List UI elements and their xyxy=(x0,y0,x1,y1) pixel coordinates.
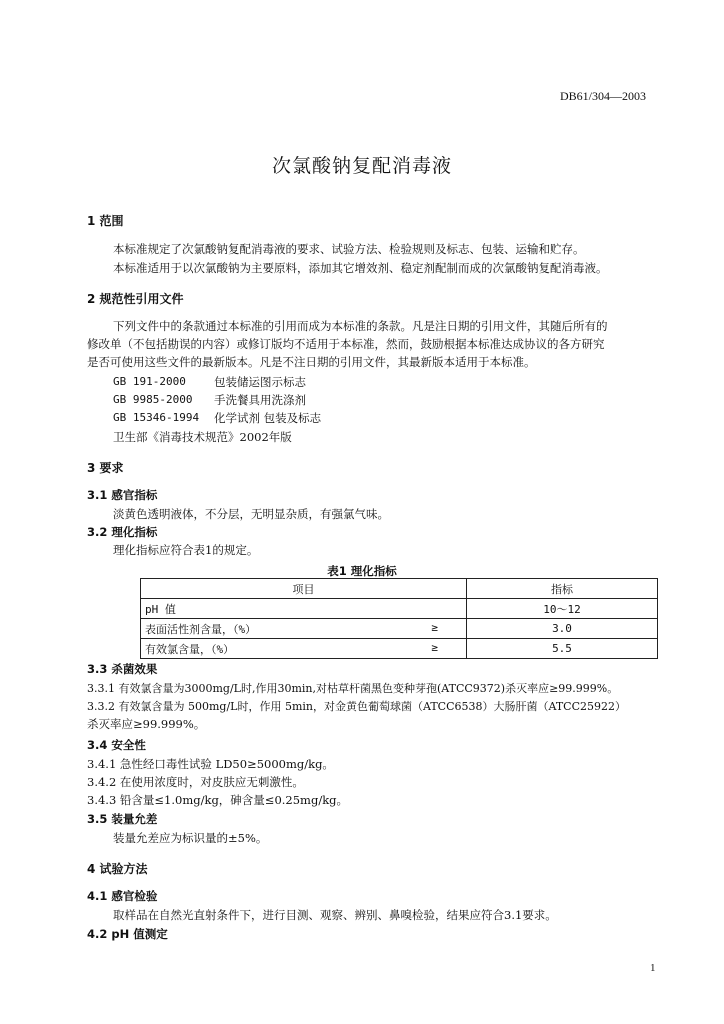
table-header-item: 项目 xyxy=(141,579,467,599)
table-cell-value: 10～12 xyxy=(467,599,658,619)
page-number: 1 xyxy=(650,962,656,974)
section-3-3-heading: 3.3 杀菌效果 xyxy=(87,662,158,676)
table-header-value: 指标 xyxy=(467,579,658,599)
section-4-2-heading: 4.2 pH 值测定 xyxy=(87,927,168,941)
section-1-paragraph-2: 本标准适用于以次氯酸钠为主要原料，添加其它增效剂、稳定剂配制而成的次氯酸钠复配消毒液。 xyxy=(113,261,608,275)
section-3-4-2-text: 3.4.2 在使用浓度时，对皮肤应无刺激性。 xyxy=(87,775,304,789)
row-name: pH 值 xyxy=(145,602,176,616)
section-2-intro-line-1: 下列文件中的条款通过本标准的引用而成为本标准的条款。凡是注日期的引用文件，其随后所有的 xyxy=(113,319,608,333)
section-3-1-heading: 3.1 感官指标 xyxy=(87,488,158,502)
table-cell-name xyxy=(141,599,467,619)
ref-extra: 卫生部《消毒技术规范》2002年版 xyxy=(113,430,292,444)
section-4-heading: 4 试验方法 xyxy=(87,862,148,876)
row-name: 有效氯含量，（%） xyxy=(145,642,235,656)
section-3-3-1-text: 3.3.1 有效氯含量为3000mg/L时,作用30min,对枯草杆菌黑色变种芽孢(ATCC9372)杀灭率应≥99.999%。 xyxy=(87,682,619,695)
section-3-2-heading: 3.2 理化指标 xyxy=(87,525,158,539)
standard-number: DB61/304—2003 xyxy=(560,89,647,103)
section-2-intro-line-3: 是否可使用这些文件的最新版本。凡是不注日期的引用文件，其最新版本适用于本标准。 xyxy=(87,355,536,369)
table-row xyxy=(141,639,658,659)
table-cell-name xyxy=(141,639,467,659)
section-3-4-3-text: 3.4.3 铅含量≤1.0mg/kg，砷含量≤0.25mg/kg。 xyxy=(87,793,349,807)
section-3-3-2-text-cont: 杀灭率应≥99.999%。 xyxy=(87,717,206,731)
section-1-paragraph-1: 本标准规定了次氯酸钠复配消毒液的要求、试验方法、检验规则及标志、包装、运输和贮存。 xyxy=(113,242,585,256)
row-name: 表面活性剂含量，（%） xyxy=(145,622,257,636)
section-3-1-text: 淡黄色透明液体，不分层，无明显杂质，有强氯气味。 xyxy=(113,507,389,521)
ref-code-1: GB 191-2000 xyxy=(113,375,186,388)
section-3-5-heading: 3.5 装量允差 xyxy=(87,812,158,826)
table-row xyxy=(141,599,658,619)
row-comparator: ≥ xyxy=(431,641,438,654)
section-3-4-1-text: 3.4.1 急性经口毒性试验 LD50≥5000mg/kg。 xyxy=(87,757,334,771)
section-4-1-text: 取样品在自然光直射条件下，进行目测、观察、辨别、鼻嗅检验，结果应符合3.1要求。 xyxy=(113,908,557,922)
spec-table xyxy=(140,578,658,659)
ref-code-3: GB 15346-1994 xyxy=(113,411,200,424)
section-3-4-heading: 3.4 安全性 xyxy=(87,738,146,752)
ref-name-2: 手洗餐具用洗涤剂 xyxy=(214,393,306,407)
ref-name-3: 化学试剂 包装及标志 xyxy=(214,411,322,425)
ref-code-2: GB 9985-2000 xyxy=(113,393,193,406)
table-1-title: 表1 理化指标 xyxy=(327,564,397,578)
row-comparator: ≥ xyxy=(431,621,438,634)
table-cell-value: 3.0 xyxy=(467,619,658,639)
section-3-2-text: 理化指标应符合表1的规定。 xyxy=(113,543,259,557)
table-row xyxy=(141,619,658,639)
section-2-heading: 2 规范性引用文件 xyxy=(87,292,184,306)
ref-name-1: 包装储运图示标志 xyxy=(214,375,306,389)
section-3-5-text: 装量允差应为标识量的±5%。 xyxy=(113,831,268,845)
section-1-heading: 1 范围 xyxy=(87,214,124,228)
document-title: 次氯酸钠复配消毒液 xyxy=(271,155,452,177)
section-4-1-heading: 4.1 感官检验 xyxy=(87,889,158,903)
table-header-row xyxy=(141,579,658,599)
section-3-3-2-text: 3.3.2 有效氯含量为 500mg/L时，作用 5min，对金黄色葡萄球菌（ATCC6538）大肠肝菌（ATCC25922） xyxy=(87,700,626,713)
table-cell-value: 5.5 xyxy=(467,639,658,659)
section-3-heading: 3 要求 xyxy=(87,461,124,475)
table-cell-name xyxy=(141,619,467,639)
section-2-intro-line-2: 修改单（不包括勘误的内容）或修订版均不适用于本标准，然而，鼓励根据本标准达成协议的各方研究 xyxy=(87,337,605,351)
